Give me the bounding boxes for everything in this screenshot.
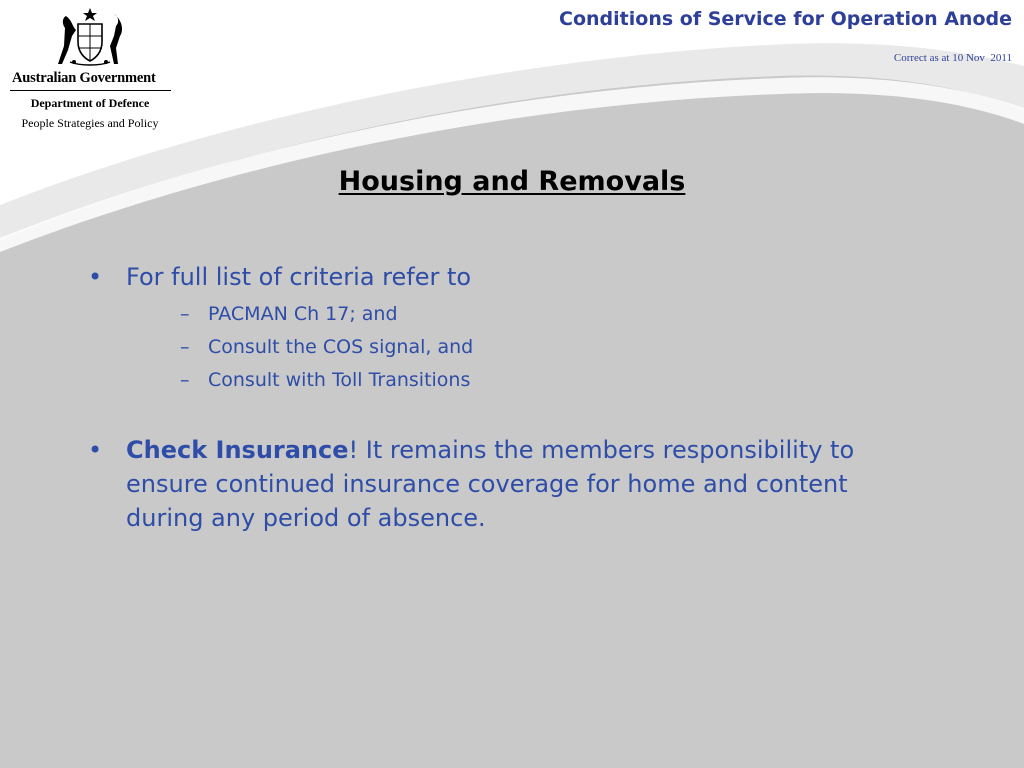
commonwealth-coat-of-arms-icon bbox=[48, 6, 132, 68]
slide-title: Housing and Removals bbox=[338, 166, 686, 197]
department-name: Department of Defence bbox=[30, 96, 150, 110]
logo-divider bbox=[10, 90, 171, 91]
government-name: Australian Government bbox=[12, 70, 156, 86]
division-name: People Strategies and Policy bbox=[21, 116, 159, 130]
dash-glyph: – bbox=[180, 303, 190, 325]
presentation-title: Conditions of Service for Operation Anode bbox=[559, 8, 1012, 30]
dash-glyph: – bbox=[180, 369, 190, 391]
sub-item-pacman-text: PACMAN Ch 17; and bbox=[208, 303, 398, 325]
bullet-insurance-text: ! It remains the members responsibility to ensure continued insurance coverage for home and content during any period of absence. bbox=[126, 436, 855, 532]
slide-body bbox=[88, 260, 918, 535]
sub-item-cos-signal bbox=[126, 331, 918, 364]
government-logo bbox=[0, 0, 180, 140]
dash-glyph: – bbox=[180, 336, 190, 358]
bullet-insurance bbox=[88, 433, 918, 535]
criteria-sub-list bbox=[126, 298, 918, 397]
bullet-criteria-text: For full list of criteria refer to bbox=[126, 263, 472, 291]
sub-item-toll-transitions-text: Consult with Toll Transitions bbox=[208, 369, 471, 391]
bullet-criteria bbox=[88, 260, 918, 397]
check-insurance-heading: Check Insurance bbox=[126, 436, 349, 464]
correct-as-at-date: Correct as at 10 Nov 2011 bbox=[893, 52, 1012, 64]
sub-item-toll-transitions bbox=[126, 364, 918, 397]
sub-item-cos-signal-text: Consult the COS signal, and bbox=[208, 336, 474, 358]
bullet-glyph: • bbox=[88, 263, 103, 291]
bullet-glyph: • bbox=[88, 436, 103, 464]
sub-item-pacman bbox=[126, 298, 918, 331]
